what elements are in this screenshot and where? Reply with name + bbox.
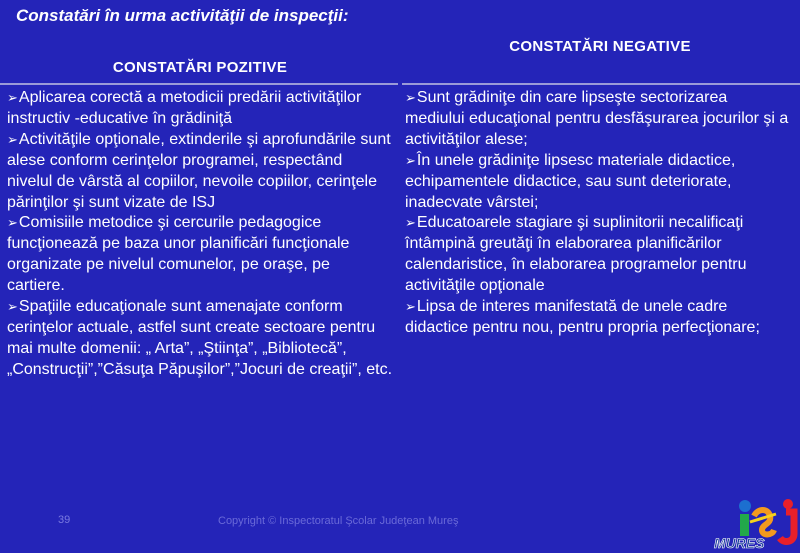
isj-mures-logo — [710, 494, 800, 553]
list-item: ➢Educatoarele stagiare şi suplinitorii necalificaţi întâmpină greutăţi în elaborarea planificărilor calendaristice, în elaborarea programelor pentru activităţile opţionale — [405, 214, 747, 295]
table-divider-right — [402, 83, 800, 85]
list-item: ➢În unele grădiniţe lipsesc materiale didactice, echipamentele didactice, sau sunt deteriorate, inadecvate vârstei; — [405, 151, 736, 211]
arrow-bullet-icon: ➢ — [7, 131, 18, 147]
list-item: ➢Aplicarea corectă a metodicii predării activităţilor instructiv -educative în grădiniţă — [7, 89, 362, 127]
list-item: ➢Sunt grădiniţe din care lipseşte sectorizarea mediului educaţional pentru desfăşurarea jocurilor şi a activităţilor alese; — [405, 89, 789, 148]
arrow-bullet-icon: ➢ — [405, 90, 416, 105]
list-item: ➢Activităţile opţionale, extinderile şi aprofundările sunt alese conform cerinţelor programei, respectând nivelul de vârstă al copiilor, nevoile copiilor, cerinţele părinţilor şi sunt vizate de ISJ — [7, 130, 391, 211]
list-item: ➢Lipsa de interes manifestată de unele cadre didactice pentru nou, pentru propria perfecţionare; — [405, 298, 760, 336]
arrow-bullet-icon: ➢ — [7, 215, 18, 231]
negative-column — [405, 88, 790, 339]
arrow-bullet-icon: ➢ — [7, 299, 18, 315]
logo-text: MURES — [714, 535, 765, 551]
header-positive: CONSTATĂRI POZITIVE — [112, 59, 288, 76]
table-divider-left — [0, 83, 398, 85]
page-number: 39 — [58, 514, 71, 526]
arrow-bullet-icon: ➢ — [405, 299, 416, 315]
list-item: ➢Spaţiile educaţionale sunt amenajate conform cerinţelor actuale, astfel sunt create sectoare pentru mai multe domenii: „ Arta”, „Ştiinţa”, „Bibliotecă”, „Construcţii”,”Căsuţa Păpuşilor”,”Jocuri de creaţii”, etc. — [7, 298, 393, 378]
list-item: ➢Comisiile metodice şi cercurile pedagogice funcţionează pe baza unor planificări funcţionale organizate pe nivelul comunelor, pe oraşe, pe cartiere. — [7, 214, 350, 295]
slide-title: Constatări în urma activităţii de inspecţii: — [16, 6, 349, 25]
arrow-bullet-icon: ➢ — [405, 152, 416, 168]
positive-column — [7, 88, 392, 381]
arrow-bullet-icon: ➢ — [7, 90, 18, 105]
arrow-bullet-icon: ➢ — [405, 215, 416, 231]
copyright-text: Copyright © Inspectoratul Şcolar Judeţean Mureş — [218, 515, 459, 527]
header-negative: CONSTATĂRI NEGATIVE — [509, 38, 691, 55]
